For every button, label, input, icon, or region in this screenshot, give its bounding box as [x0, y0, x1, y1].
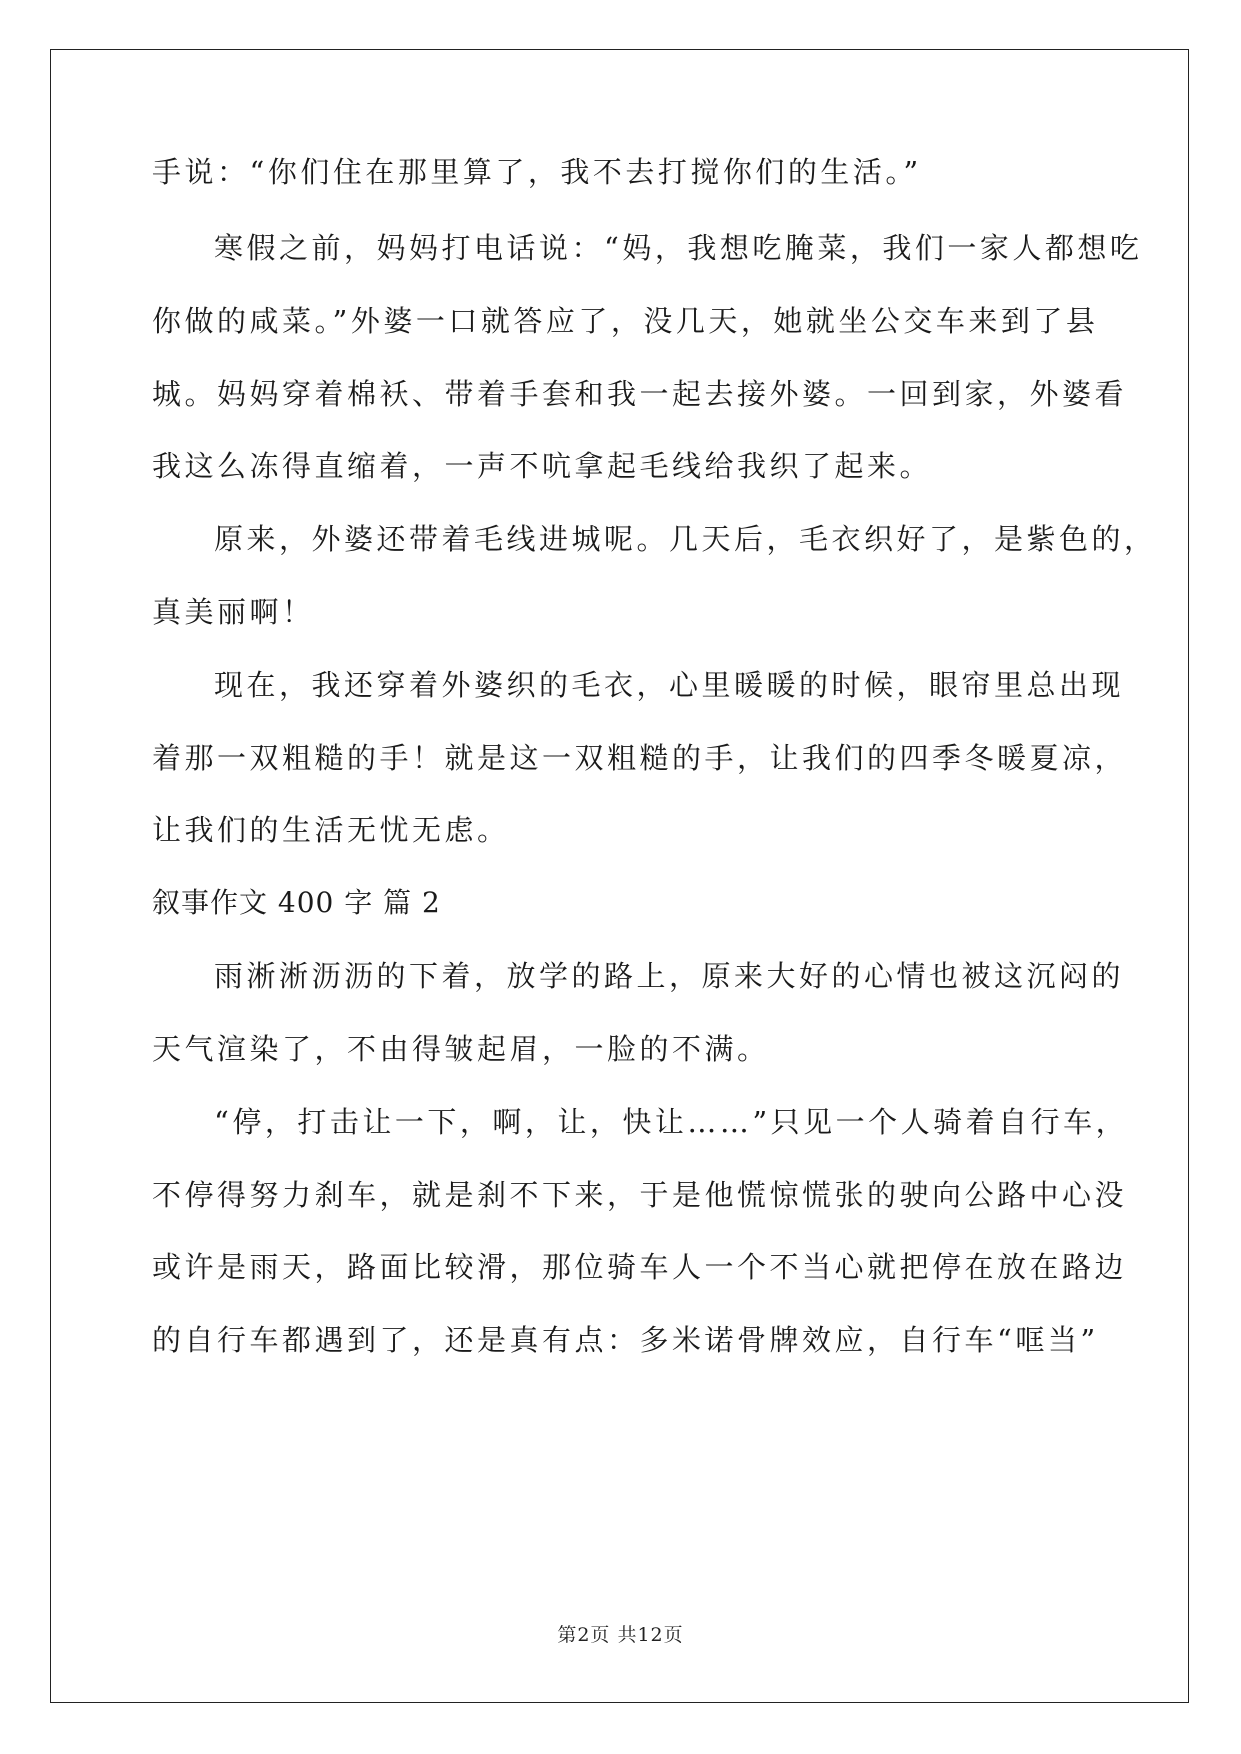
- paragraph-line: 我这么冻得直缩着，一声不吭拿起毛线给我织了起来。: [152, 449, 933, 483]
- paragraph-line: 寒假之前，妈妈打电话说：“妈，我想吃腌菜，我们一家人都想吃: [214, 231, 1143, 265]
- paragraph-line: 城。妈妈穿着棉袄、带着手套和我一起去接外婆。一回到家，外婆看: [152, 377, 1128, 411]
- page-border: [50, 49, 1189, 1703]
- paragraph-line: 不停得努力刹车，就是刹不下来，于是他慌惊慌张的驶向公路中心没: [152, 1178, 1128, 1212]
- paragraph-line: “停，打击让一下，啊，让，快让……”只见一个人骑着自行车，: [214, 1105, 1129, 1139]
- page-number: 第2页 共12页: [557, 1624, 684, 1646]
- paragraph-line: 或许是雨天，路面比较滑，那位骑车人一个不当心就把停在放在路边: [152, 1250, 1128, 1284]
- paragraph-line: 天气渲染了，不由得皱起眉，一脸的不满。: [152, 1032, 770, 1066]
- paragraph-line: 雨淅淅沥沥的下着，放学的路上，原来大好的心情也被这沉闷的: [214, 959, 1125, 993]
- paragraph-line: 手说：“你们住在那里算了，我不去打搅你们的生活。”: [152, 155, 922, 189]
- paragraph-line: 的自行车都遇到了，还是真有点：多米诺骨牌效应，自行车“哐当”: [152, 1323, 1099, 1357]
- paragraph-line: 着那一双粗糙的手！就是这一双粗糙的手，让我们的四季冬暖夏凉，: [152, 741, 1128, 775]
- paragraph-line: 现在，我还穿着外婆织的毛衣，心里暖暖的时候，眼帘里总出现: [214, 668, 1125, 702]
- paragraph-line: 让我们的生活无忧无虑。: [152, 813, 510, 847]
- paragraph-line: 原来，外婆还带着毛线进城呢。几天后，毛衣织好了，是紫色的，: [214, 522, 1157, 556]
- paragraph-line: 真美丽啊！: [152, 595, 315, 629]
- section-heading: 叙事作文 400 字 篇 2: [152, 886, 441, 919]
- paragraph-line: 你做的咸菜。”外婆一口就答应了，没几天，她就坐公交车来到了县: [152, 304, 1099, 338]
